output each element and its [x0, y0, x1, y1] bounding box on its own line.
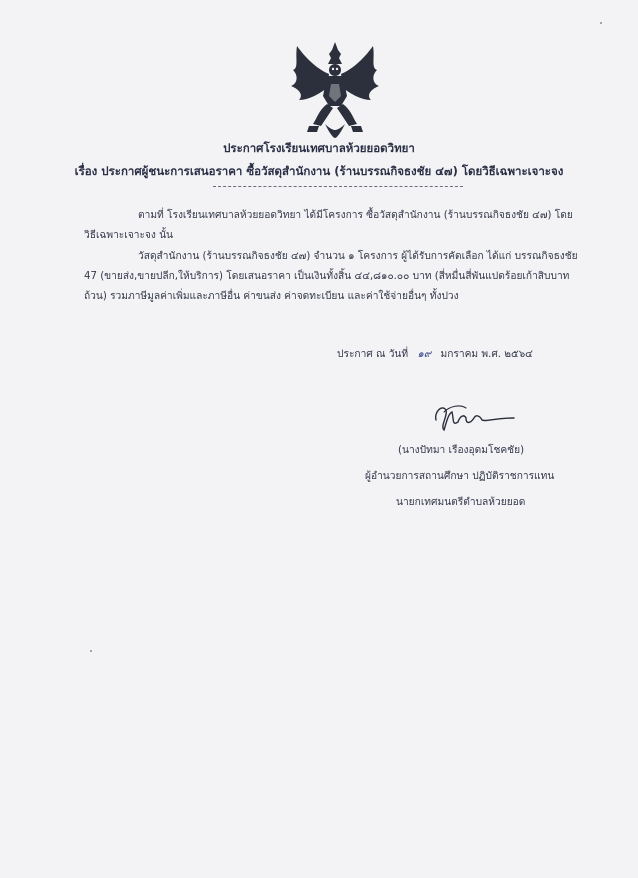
date-suffix: มกราคม พ.ศ. ๒๕๖๔ [440, 349, 533, 360]
signature-icon [430, 400, 520, 434]
paragraph-project: ตามที่ โรงเรียนเทศบาลห้วยยอดวิทยา ได้มีโครงการ ซื้อวัสดุสำนักงาน (ร้านบรรณกิจธงชัย ๔๗) โดยวิธีเฉพาะเจาะจง นั้น [84, 210, 573, 241]
announcement-title: ประกาศโรงเรียนเทศบาลห้วยยอดวิทยา [223, 141, 415, 155]
paper-speck [90, 650, 92, 652]
announcement-date [337, 346, 533, 362]
header-divider [213, 186, 463, 187]
paragraph-winner: วัสดุสำนักงาน (ร้านบรรณกิจธงชัย ๔๗) จำนวน ๑ โครงการ ผู้ได้รับการคัดเลือก ได้แก่ บรรณกิจธงชัย 47 (ขายส่ง,ขายปลีก,ให้บริการ) โดยเสนอราคา เป็นเงินทั้งสิ้น ๔๔,๘๑๐.๐๐ บาท (สี่หมื่นสี่พันแปดร้อยเก้าสิบบาทถ้วน) รวมภาษีมูลค่าเพิ่มและภาษีอื่น ค่าขนส่ง ค่าจดทะเบียน และค่าใช้จ่ายอื่นๆ ทั้งปวง [84, 251, 578, 302]
date-prefix: ประกาศ ณ วันที่ [337, 349, 409, 360]
date-day-handwritten: ๑๙ [417, 349, 432, 360]
paper-speck [600, 22, 602, 24]
signatory-name: (นางปัทมา เรืองอุดมโชคชัย) [398, 445, 525, 456]
signatory-position-acting: นายกเทศมนตรีตำบลห้วยยอด [396, 497, 526, 508]
garuda-emblem-icon [289, 40, 381, 140]
announcement-subject: เรื่อง ประกาศผู้ชนะการเสนอราคา ซื้อวัสดุสำนักงาน (ร้านบรรณกิจธงชัย ๔๗) โดยวิธีเฉพาะเจาะจง [74, 164, 564, 178]
signatory-position: ผู้อำนวยการสถานศึกษา ปฏิบัติราชการแทน [365, 471, 555, 482]
